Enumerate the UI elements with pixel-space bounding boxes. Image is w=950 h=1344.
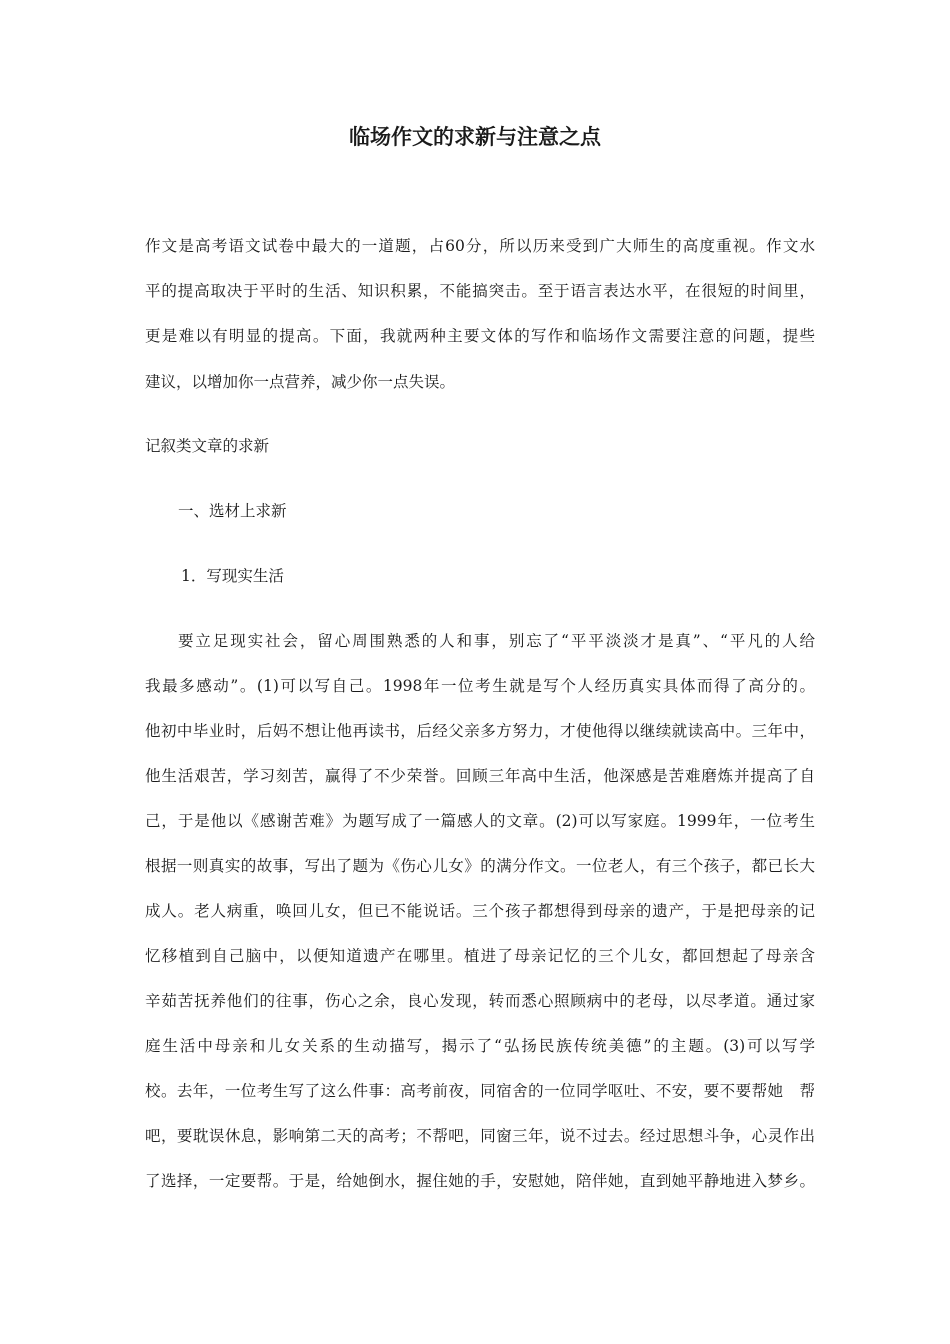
document-title: 临场作文的求新与注意之点	[349, 124, 601, 149]
body-line: 吧，要耽误休息，影响第二天的高考；不帮吧，同窗三年，说不过去。经过思想斗争，心灵作出	[145, 1127, 815, 1145]
body-line: 校。去年，一位考生写了这么件事：高考前夜，同宿舍的一位同学呕吐、不安，要不要帮她 帮	[145, 1082, 815, 1100]
intro-line: 更是难以有明显的提高。下面，我就两种主要文体的写作和临场作文需要注意的问题，提些	[145, 327, 815, 345]
body-line: 了选择，一定要帮。于是，给她倒水，握住她的手，安慰她，陪伴她，直到她平静地进入梦乡。	[145, 1172, 815, 1190]
body-line: 忆移植到自己脑中，以便知道遗产在哪里。植进了母亲记忆的三个儿女，都回想起了母亲含	[145, 947, 815, 965]
body-line: 辛茹苦抚养他们的往事，伤心之余，良心发现，转而悉心照顾病中的老母，以尽孝道。通过家	[145, 992, 815, 1010]
body-line: 庭生活中母亲和儿女关系的生动描写，揭示了“弘扬民族传统美德”的主题。(3)可以写学	[145, 1037, 815, 1055]
body-line: 他生活艰苦，学习刻苦，赢得了不少荣誉。回顾三年高中生活，他深感是苦难磨炼并提高了自	[145, 767, 815, 785]
body-line: 他初中毕业时，后妈不想让他再读书，后经父亲多方努力，才使他得以继续就读高中。三年中，	[145, 722, 815, 740]
body-line: 要立足现实社会，留心周围熟悉的人和事，别忘了“平平淡淡才是真”、“平凡的人给	[178, 632, 815, 650]
intro-line: 作文是高考语文试卷中最大的一道题，占60分，所以历来受到广大师生的高度重视。作文水	[145, 237, 815, 255]
body-line: 我最多感动”。(1)可以写自己。1998年一位考生就是写个人经历真实具体而得了高分的。	[145, 677, 815, 695]
intro-line: 平的提高取决于平时的生活、知识积累，不能搞突击。至于语言表达水平，在很短的时间里，	[145, 282, 815, 300]
section-heading: 记叙类文章的求新	[145, 437, 270, 455]
body-line: 成人。老人病重，唤回儿女，但已不能说话。三个孩子都想得到母亲的遗产，于是把母亲的记	[145, 902, 815, 920]
subheading-topic-selection: 一、选材上求新	[178, 502, 287, 520]
body-line: 己，于是他以《感谢苦难》为题写成了一篇感人的文章。(2)可以写家庭。1999年，一位考生	[145, 812, 815, 830]
intro-line: 建议，以增加你一点营养，减少你一点失误。	[145, 373, 456, 391]
subheading-real-life: 1．写现实生活	[181, 567, 284, 585]
body-line: 根据一则真实的故事，写出了题为《伤心儿女》的满分作文。一位老人，有三个孩子，都已长大	[145, 857, 815, 875]
